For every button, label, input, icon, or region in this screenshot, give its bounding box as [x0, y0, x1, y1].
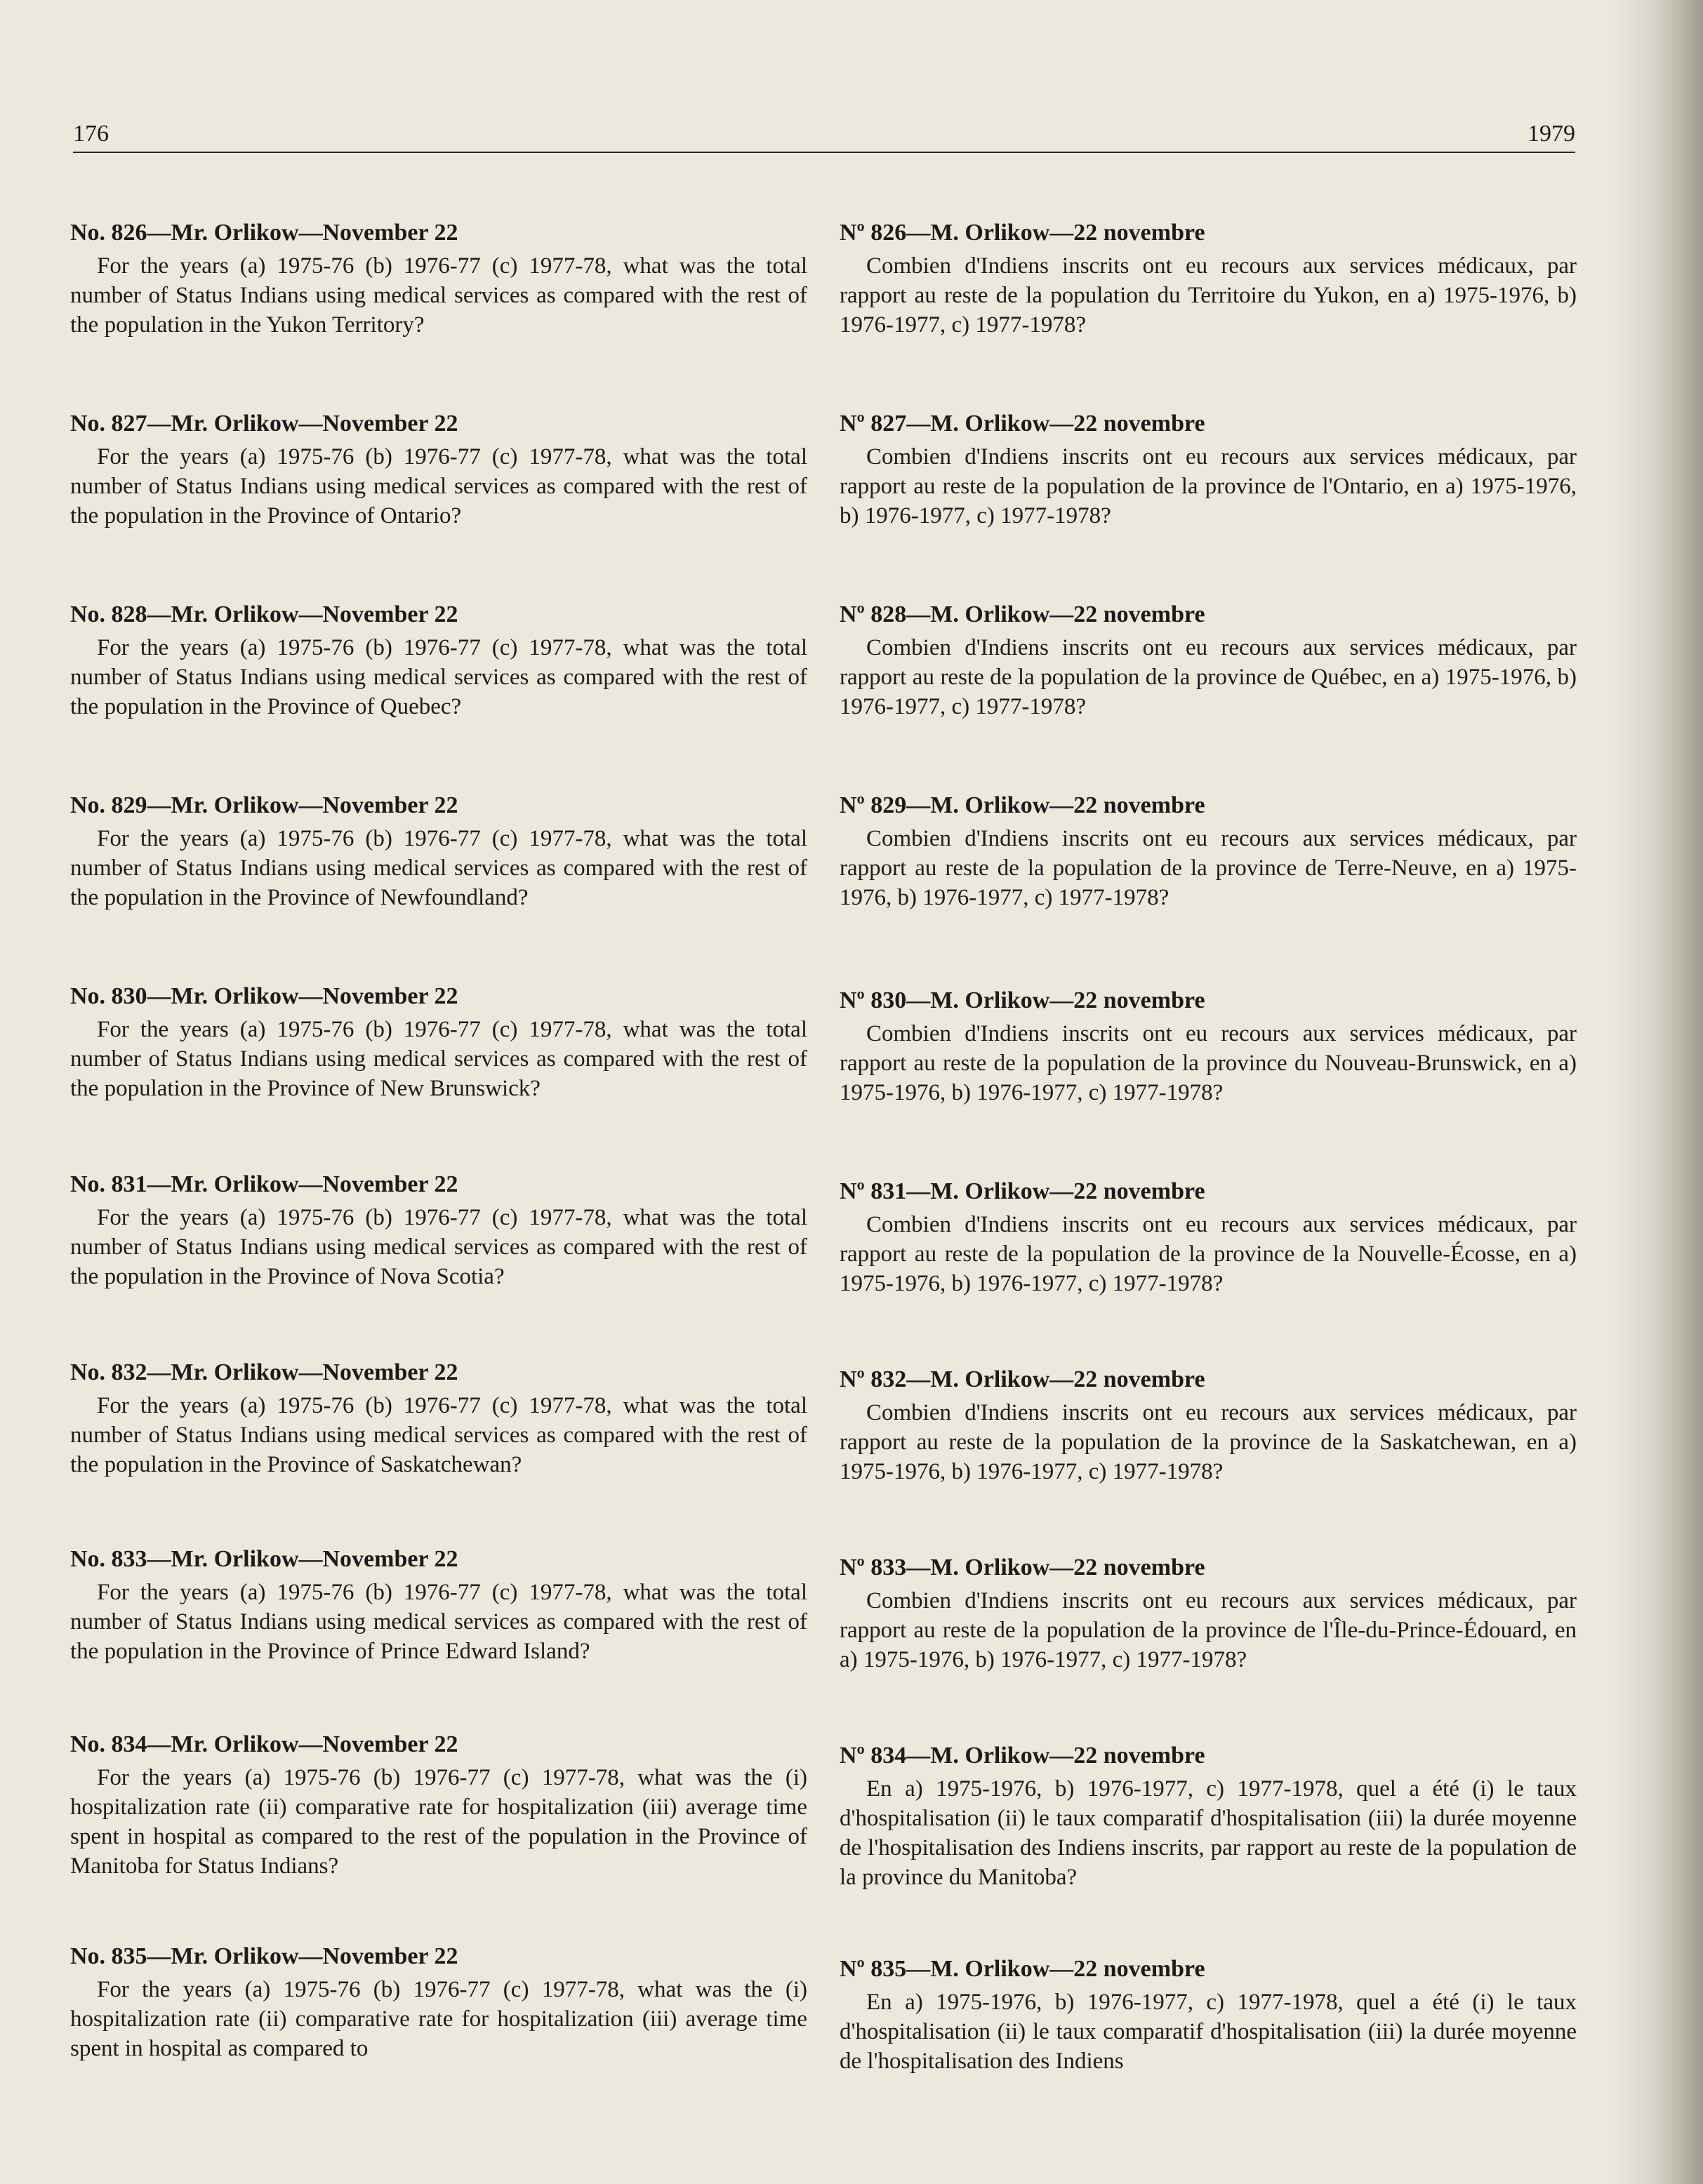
question-text: For the years (a) 1975-76 (b) 1976-77 (c) 1977-78, what was the (i) hospitalization rate (ii) comparative rate for hospitalization (iii) average time spent in hospital as compared to the rest of the population in the Province of Manitoba for Status Indians?	[70, 1765, 807, 1879]
question-heading: Nº 835—M. Orlikow—22 novembre	[840, 1956, 1205, 1982]
question-heading: Nº 826—M. Orlikow—22 novembre	[840, 220, 1205, 246]
question-text: Combien d'Indiens inscrits ont eu recours aux services médicaux, par rapport au reste de la population de la province de la Saskatchewan, en a) 1975-1976, b) 1976-1977, c) 1977-1978?	[840, 1400, 1577, 1484]
question-heading: No. 835—Mr. Orlikow—November 22	[70, 1943, 458, 1969]
question-heading: No. 827—Mr. Orlikow—November 22	[70, 411, 458, 437]
question-text: Combien d'Indiens inscrits ont eu recours aux services médicaux, par rapport au reste de la population de la province du Nouveau-Brunswick, en a) 1975-1976, b) 1976-1977, c) 1977-1978?	[840, 1021, 1577, 1105]
question-heading: No. 832—Mr. Orlikow—November 22	[70, 1359, 458, 1385]
question-832-fr	[840, 1366, 1577, 1486]
question-heading: Nº 827—M. Orlikow—22 novembre	[840, 411, 1205, 437]
question-834-fr	[840, 1742, 1577, 1892]
question-text: Combien d'Indiens inscrits ont eu recours aux services médicaux, par rapport au reste de la population du Territoire du Yukon, en a) 1975-1976, b) 1976-1977, c) 1977-1978?	[840, 253, 1577, 338]
question-830-en	[70, 983, 807, 1103]
question-827-en	[70, 410, 807, 531]
question-835-fr	[840, 1955, 1577, 2076]
question-text: Combien d'Indiens inscrits ont eu recours aux services médicaux, par rapport au reste de la population de la province de Québec, en a) 1975-1976, b) 1976-1977, c) 1977-1978?	[840, 635, 1577, 719]
question-text: For the years (a) 1975-76 (b) 1976-77 (c) 1977-78, what was the (i) hospitalization rate (ii) comparative rate for hospitalization (iii) average time spent in hospital as compared to	[70, 1977, 807, 2061]
question-heading: Nº 832—M. Orlikow—22 novembre	[840, 1366, 1205, 1392]
question-text: En a) 1975-1976, b) 1976-1977, c) 1977-1978, quel a été (i) le taux d'hospitalisation (ii) le taux comparatif d'hospitalisation (iii) la durée moyenne de l'hospitalisation des Indiens inscrits, par rapport au reste de la population de la province du Manitoba?	[840, 1776, 1577, 1890]
question-828-en	[70, 601, 807, 721]
question-text: Combien d'Indiens inscrits ont eu recours aux services médicaux, par rapport au reste de la population de la province de l'Île-du-Prince-Édouard, en a) 1975-1976, b) 1976-1977, c) 1977-1978?	[840, 1588, 1577, 1672]
question-text: Combien d'Indiens inscrits ont eu recours aux services médicaux, par rapport au reste de la population de la province de Terre-Neuve, en a) 1975-1976, b) 1976-1977, c) 1977-1978?	[840, 826, 1577, 910]
page-number: 176	[73, 121, 109, 147]
question-text: Combien d'Indiens inscrits ont eu recours aux services médicaux, par rapport au reste de la population de la province de la Nouvelle-Écosse, en a) 1975-1976, b) 1976-1977, c) 1977-1978?	[840, 1212, 1577, 1296]
question-831-en	[70, 1171, 807, 1291]
question-heading: No. 831—Mr. Orlikow—November 22	[70, 1171, 458, 1197]
question-text: For the years (a) 1975-76 (b) 1976-77 (c) 1977-78, what was the total number of Status Indians using medical services as compared with the rest of the population in the Yukon Territory?	[70, 253, 807, 338]
question-828-fr	[840, 601, 1577, 721]
question-text: For the years (a) 1975-76 (b) 1976-77 (c) 1977-78, what was the total number of Status Indians using medical services as compared with the rest of the population in the Province of Quebec?	[70, 635, 807, 719]
question-830-fr	[840, 987, 1577, 1107]
question-heading: Nº 828—M. Orlikow—22 novembre	[840, 601, 1205, 627]
question-text: For the years (a) 1975-76 (b) 1976-77 (c) 1977-78, what was the total number of Status Indians using medical services as compared with the rest of the population in the Province of Newfoundland?	[70, 826, 807, 910]
question-heading: No. 830—Mr. Orlikow—November 22	[70, 983, 458, 1009]
question-heading: No. 829—Mr. Orlikow—November 22	[70, 792, 458, 818]
question-827-fr	[840, 410, 1577, 531]
question-835-en	[70, 1943, 807, 2063]
question-heading: Nº 831—M. Orlikow—22 novembre	[840, 1178, 1205, 1204]
question-text: For the years (a) 1975-76 (b) 1976-77 (c) 1977-78, what was the total number of Status Indians using medical services as compared with the rest of the population in the Province of Prince Edward Island?	[70, 1580, 807, 1664]
page-header	[73, 105, 1575, 153]
question-text: For the years (a) 1975-76 (b) 1976-77 (c) 1977-78, what was the total number of Status Indians using medical services as compared with the rest of the population in the Province of Saskatchewan?	[70, 1393, 807, 1477]
question-832-en	[70, 1359, 807, 1479]
question-833-fr	[840, 1554, 1577, 1674]
question-text: Combien d'Indiens inscrits ont eu recours aux services médicaux, par rapport au reste de la population de la province de l'Ontario, en a) 1975-1976, b) 1976-1977, c) 1977-1978?	[840, 444, 1577, 528]
question-text: For the years (a) 1975-76 (b) 1976-77 (c) 1977-78, what was the total number of Status Indians using medical services as compared with the rest of the population in the Province of Ontario?	[70, 444, 807, 528]
question-heading: Nº 833—M. Orlikow—22 novembre	[840, 1554, 1205, 1580]
question-text: For the years (a) 1975-76 (b) 1976-77 (c) 1977-78, what was the total number of Status Indians using medical services as compared with the rest of the population in the Province of Nova Scotia?	[70, 1205, 807, 1289]
question-829-en	[70, 792, 807, 912]
question-826-en	[70, 219, 807, 340]
question-heading: Nº 830—M. Orlikow—22 novembre	[840, 987, 1205, 1013]
question-heading: Nº 829—M. Orlikow—22 novembre	[840, 792, 1205, 818]
question-heading: No. 834—Mr. Orlikow—November 22	[70, 1731, 458, 1757]
question-heading: Nº 834—M. Orlikow—22 novembre	[840, 1743, 1205, 1769]
page-spine-shadow	[1612, 0, 1703, 2184]
question-829-fr	[840, 792, 1577, 912]
question-text: For the years (a) 1975-76 (b) 1976-77 (c) 1977-78, what was the total number of Status Indians using medical services as compared with the rest of the population in the Province of New Brunswick?	[70, 1017, 807, 1101]
question-834-en	[70, 1731, 807, 1881]
question-text: En a) 1975-1976, b) 1976-1977, c) 1977-1978, quel a été (i) le taux d'hospitalisation (ii) le taux comparatif d'hospitalisation (iii) la durée moyenne de l'hospitalisation des Indiens	[840, 1990, 1577, 2074]
page-year: 1979	[1528, 121, 1575, 147]
question-833-en	[70, 1545, 807, 1666]
question-heading: No. 828—Mr. Orlikow—November 22	[70, 601, 458, 627]
question-831-fr	[840, 1178, 1577, 1298]
question-heading: No. 826—Mr. Orlikow—November 22	[70, 220, 458, 246]
question-heading: No. 833—Mr. Orlikow—November 22	[70, 1546, 458, 1572]
question-826-fr	[840, 219, 1577, 340]
